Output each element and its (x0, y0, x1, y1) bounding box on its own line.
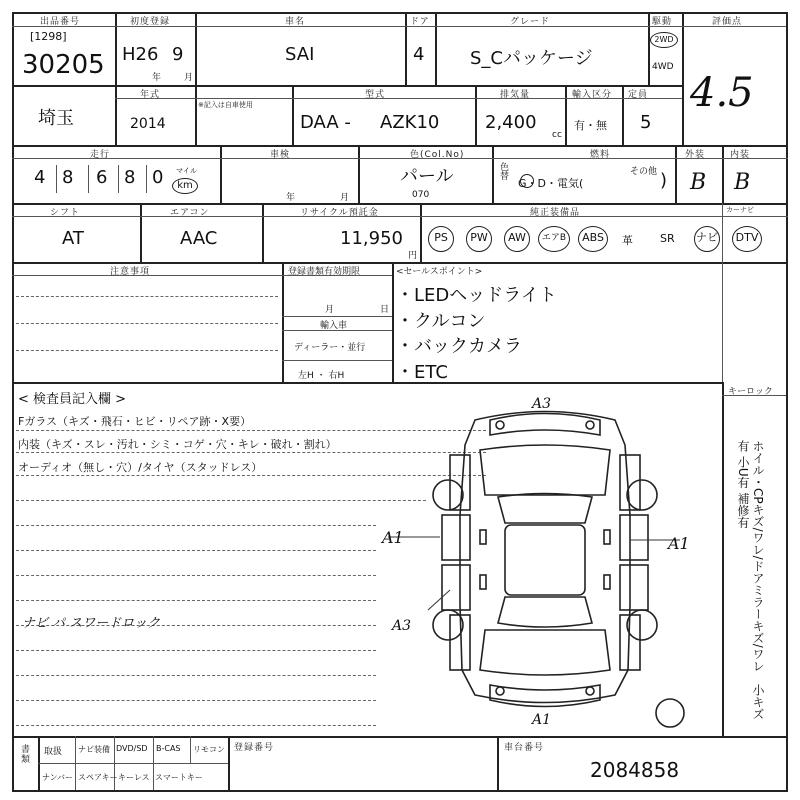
displacement-value: 2,400 (485, 112, 537, 133)
mileage-digit: 4 (34, 167, 46, 188)
label-displacement: 排気量 (500, 90, 531, 100)
sale-point: ・クルコン (396, 311, 486, 332)
type-code: AZK10 (380, 112, 440, 133)
mileage-digit: 0 (152, 167, 164, 188)
import-options: 有・無 (574, 119, 607, 132)
hood-panel (480, 445, 610, 495)
bottom-cell: 取扱 (44, 747, 63, 757)
color-change-label: 色替 (498, 162, 508, 180)
label-color: 色(Col.No) (410, 150, 465, 160)
bottom-cell: スペアキー (78, 773, 118, 782)
mileage-digit: 8 (62, 167, 74, 188)
label-key-lock: キーロック (728, 387, 773, 397)
fuel-gas-circle (520, 174, 534, 188)
dealer-parallel: ディーラー・並行 (294, 343, 366, 353)
label-drive: 駆動 (652, 17, 673, 27)
spare-wheel (656, 699, 684, 727)
mileage-digit: 8 (124, 167, 136, 188)
rear-window (498, 597, 592, 627)
inspector-line-glass: Fガラス（キズ・飛石・ヒビ・リペア跡・X要） (18, 415, 252, 428)
hand-drive: 左H ・ 右H (298, 371, 345, 381)
label-carnavi: カーナビ (726, 206, 754, 214)
label-recycle: リサイクル預託金 (300, 208, 379, 218)
right-rear-door (620, 565, 648, 610)
equip-aw: AW (504, 226, 530, 252)
drive-4wd: 4WD (652, 62, 674, 72)
label-reg-expiry: 登録書類有効期限 (288, 267, 361, 277)
color-code: 070 (412, 190, 430, 200)
label-capacity: 定員 (628, 90, 649, 100)
inspector-title: < 検査員記入欄 > (18, 392, 127, 407)
trunk-panel (480, 630, 610, 675)
inspector-line-interior: 内装（キズ・スレ・汚れ・シミ・コゲ・穴・キレ・破れ・割れ） (18, 438, 337, 451)
mileage-digit: 6 (96, 167, 108, 188)
grade-value: S_Cパッケージ (470, 48, 593, 69)
wheel-rear-right (627, 610, 657, 640)
label-lot-no: 出品番号 (40, 17, 81, 27)
bottom-cell: スマートキー (155, 773, 203, 782)
region-value: 埼玉 (38, 108, 74, 129)
label-fuel: 燃料 (590, 150, 611, 160)
label-model-year: 年式 (140, 90, 161, 100)
label-model: 車名 (285, 17, 306, 27)
type-prefix: DAA - (300, 112, 351, 133)
color-value: パール (400, 166, 454, 187)
mileage-mile-unit: マイル (176, 167, 197, 175)
recycle-value: 11,950 (340, 228, 403, 249)
label-sale-points: <セールスポイント> (396, 267, 483, 277)
vertical-damage-note: ホイル・CPキズ/ワレ/ドアミラーキズ/ワレ 小キズ有 小U有 補修有 (736, 440, 765, 720)
damage-lower-left: A3 (392, 618, 412, 634)
front-bumper (490, 414, 600, 436)
model-year-value: 2014 (130, 116, 166, 132)
recycle-yen: 円 (408, 251, 418, 261)
left-front-fender (450, 455, 470, 510)
drive-2wd-circle: 2WD (650, 32, 678, 48)
wheel-rear-left (433, 610, 463, 640)
bottom-cell: リモコン (193, 745, 225, 754)
fuel-options: G・D・電気( (518, 177, 584, 190)
equip-ps: PS (428, 226, 454, 252)
door-count: 4 (413, 44, 425, 65)
interior-grade: B (734, 170, 751, 195)
month-suffix: 月 (184, 73, 194, 83)
label-import: 輸入区分 (572, 90, 613, 100)
sale-point: ・バックカメラ (396, 336, 522, 357)
equip-navi: ナビ (694, 226, 720, 252)
label-reg-number: 登録番号 (234, 743, 275, 753)
model-name: SAI (285, 44, 315, 65)
first-reg-year: H26 (122, 44, 159, 65)
label-exterior: 外装 (685, 150, 706, 160)
roof-panel (505, 525, 585, 595)
inspector-line-audio: オーディオ（無し・穴）/タイヤ（スタッドレス） (18, 461, 263, 474)
car-condition-diagram (380, 395, 710, 735)
wheel-front-right (627, 480, 657, 510)
label-aircon: エアコン (170, 208, 210, 218)
equip-dtv: DTV (732, 226, 762, 252)
sale-point: ・LEDヘッドライト (396, 285, 557, 306)
label-notes: 注意事項 (110, 267, 151, 277)
label-type: 型式 (365, 90, 386, 100)
left-rear-door (442, 565, 470, 610)
left-front-door (442, 515, 470, 560)
equip-abs: ABS (578, 226, 608, 252)
equip-airbag: エアB (538, 226, 570, 252)
inspection-year: 年 (286, 193, 296, 203)
bottom-cell: ナンバー (42, 773, 74, 782)
label-inspection: 車検 (270, 150, 291, 160)
year-suffix: 年 (152, 73, 162, 83)
reg-day: 日 (380, 305, 390, 315)
km-unit-circle: km (172, 178, 198, 194)
equip-pw: PW (466, 226, 492, 252)
label-first-reg: 初度登録 (130, 17, 171, 27)
sale-point: ・ETC (396, 362, 448, 383)
cc-unit: cc (552, 130, 562, 140)
label-grade: グレード (510, 17, 551, 27)
import-car-label: 輸入車 (320, 321, 348, 331)
bottom-cell: キーレス (118, 773, 150, 782)
equip-leather: 革 (622, 234, 633, 247)
reg-month: 月 (325, 305, 335, 315)
label-doors: ドア (410, 17, 430, 27)
label-shift: シフト (50, 208, 81, 218)
right-front-fender (620, 455, 640, 510)
lot-prefix: [1298] (30, 30, 67, 43)
damage-left: A1 (382, 528, 404, 547)
label-mileage: 走行 (90, 150, 111, 160)
equip-sunroof: SR (660, 232, 675, 245)
right-front-door (620, 515, 648, 560)
handwritten-navi-note: ナビ パ スワードロック (22, 616, 161, 631)
car-body-outline (460, 412, 630, 703)
capacity-value: 5 (640, 112, 652, 133)
exterior-grade: B (690, 170, 707, 195)
fuel-other: その他 (630, 167, 658, 177)
fuel-close-paren: ) (660, 170, 668, 191)
wheel-front-left (433, 480, 463, 510)
label-chassis-no: 車台番号 (504, 743, 545, 753)
inspection-month: 月 (340, 193, 350, 203)
damage-right: A1 (668, 534, 690, 553)
bottom-cell: ナビ装備 (78, 745, 110, 754)
windshield (498, 494, 592, 524)
chassis-number: 2084858 (590, 758, 680, 782)
lot-number: 30205 (22, 50, 105, 80)
damage-top: A3 (532, 396, 552, 412)
label-equipment: 純正装備品 (530, 208, 581, 218)
damage-bottom: A1 (532, 712, 552, 728)
shift-value: AT (62, 228, 84, 249)
score-value: 4.5 (690, 70, 754, 116)
label-documents: 書類 (19, 744, 29, 764)
bottom-cell: B-CAS (156, 744, 181, 753)
bottom-cell: DVD/SD (116, 744, 148, 753)
mileage-digits (24, 165, 184, 195)
aircon-value: AAC (180, 228, 218, 249)
label-score: 評価点 (712, 17, 743, 27)
label-first-reg-note: ※記入は自車使用 (198, 101, 253, 109)
first-reg-month: 9 (172, 44, 184, 65)
label-interior: 内装 (730, 150, 751, 160)
